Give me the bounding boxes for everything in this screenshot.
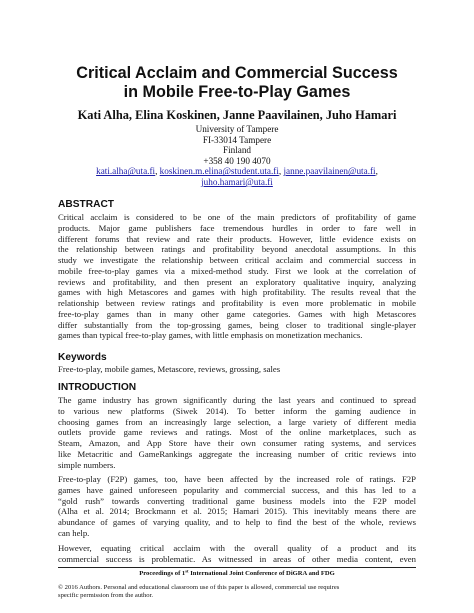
email-line-1 <box>60 166 414 177</box>
text-line: “gold rush” towards converting traditional game business models into the F2P model <box>58 495 416 506</box>
footer-conference <box>58 570 416 578</box>
affiliation-country: Finland <box>222 145 252 156</box>
email-link[interactable]: juho.hamari@uta.fi <box>201 176 273 187</box>
text-line: The game industry has grown significantly during the last years and continued to spread <box>58 395 416 405</box>
text-line: commercial success is problematic. As witnessed in areas of other media content, even <box>58 553 416 564</box>
introduction-heading: INTRODUCTION <box>58 382 137 393</box>
affiliation-block <box>60 124 414 188</box>
abstract-body <box>58 212 416 341</box>
title-line-1: Critical Acclaim and Commercial Success <box>76 64 398 82</box>
text-line: study we investigate the relationship between critical acclaim and commercial success in <box>58 255 416 265</box>
footer-rule <box>58 567 416 568</box>
intro-paragraph-1 <box>58 395 416 470</box>
text-line: free-to-play games than in many other game categories. Games with high Metascores <box>58 308 416 319</box>
email-separator: , <box>375 166 378 177</box>
text-line: mobile free-to-play games via a mixed-method study. First we look at the correlation of <box>58 265 416 276</box>
intro-paragraph-2 <box>58 474 416 539</box>
affiliation-phone: +358 40 190 4070 <box>203 155 271 166</box>
text-line: can help. <box>58 527 90 538</box>
keywords-heading: Keywords <box>58 352 107 363</box>
intro-paragraph-3 <box>58 543 416 565</box>
text-line: products. Major game publishers face tremendous hurdles in order to fare well in <box>58 222 416 233</box>
text-line: games have gained unforeseen popularity and commercial success, and this has led to a <box>58 484 416 495</box>
text-line: the relationship between ratings and profitability beyond anecdotal assumptions. In this <box>58 244 416 255</box>
author-list: Kati Alha, Elina Koskinen, Janne Paavilainen, Juho Hamari <box>77 108 397 122</box>
text-line: Critical acclaim is considered to be one of the main predictors of profitability of game <box>58 212 416 222</box>
text-line: However, equating critical acclaim with the overall quality of a product and its <box>58 543 416 553</box>
title-line-2: in Mobile Free-to-Play Games <box>123 83 351 101</box>
text-line: Free-to-play (F2P) games, too, have been affected by the increased role of ratings. F2P <box>58 474 416 484</box>
copyright-line-1: © 2016 Authors. Personal and educational classroom use of this paper is allowed, commercial use requires <box>58 584 340 591</box>
affiliation-university: University of Tampere <box>195 124 279 134</box>
text-line: reviews and profitability, and then present an exploratory qualitative inquiry, analyzing <box>58 276 416 287</box>
keywords-line: Free-to-play, mobile games, Metascore, reviews, grossing, sales <box>58 364 281 374</box>
text-line: simple numbers. <box>58 459 116 470</box>
text-line: Steam, Amazon, and App Store have their own consumer rating systems, and services <box>58 438 416 448</box>
affiliation-postcode: FI-33014 Tampere <box>202 134 272 145</box>
conference-sup: st <box>185 568 189 574</box>
text-line: abundance of games of varying quality, and to help to find the best of the whole, reviews <box>58 517 416 527</box>
text-line: games with high Metascores and games with high profitability. The results reveal that the <box>58 287 416 298</box>
email-separator: , <box>155 166 158 177</box>
keywords-text <box>58 364 416 375</box>
text-line: choosing games from an increasingly large selection, a large variety of different media <box>58 416 416 427</box>
text-line: differ substantially from the top-grossing games, being closer to traditional single-player <box>58 319 416 330</box>
text-line: relationship between review ratings and profitability is even more problematic in mobile <box>58 298 416 308</box>
text-line: different forums that review and rate their products. However, little evidence exists on <box>58 233 416 244</box>
abstract-heading: ABSTRACT <box>58 199 115 210</box>
email-link[interactable]: koskinen.m.elina@student.uta.fi <box>159 166 279 177</box>
text-line: (Alha et al. 2014; Brockmann et al. 2015; Hamari 2015). This inevitably means there are <box>58 506 416 517</box>
email-line-2 <box>60 177 414 188</box>
text-line: to various new platforms (Siwek 2014). To better inform the gaming audience in <box>58 405 416 416</box>
email-separator: , <box>278 166 282 177</box>
text-line: like Metacritic and GameRankings aggregate the increasing number of critic reviews into <box>58 448 416 459</box>
copyright-line-2: specific permission from the author. <box>58 592 154 600</box>
footer-copyright <box>58 584 416 600</box>
conference-post: International Joint Conference of DiGRA and FDG <box>188 570 335 577</box>
text-line: games than typical free-to-play games, with little emphasis on monetization mechanics. <box>58 330 363 341</box>
email-link[interactable]: janne.paavilainen@uta.fi <box>283 166 376 177</box>
email-link[interactable]: kati.alha@uta.fi <box>96 166 156 177</box>
paper-title <box>60 64 414 102</box>
conference-pre: Proceedings of 1 <box>139 570 186 577</box>
text-line: outlets provide game reviews and ratings. Most of the online marketplaces, such as <box>58 427 416 438</box>
